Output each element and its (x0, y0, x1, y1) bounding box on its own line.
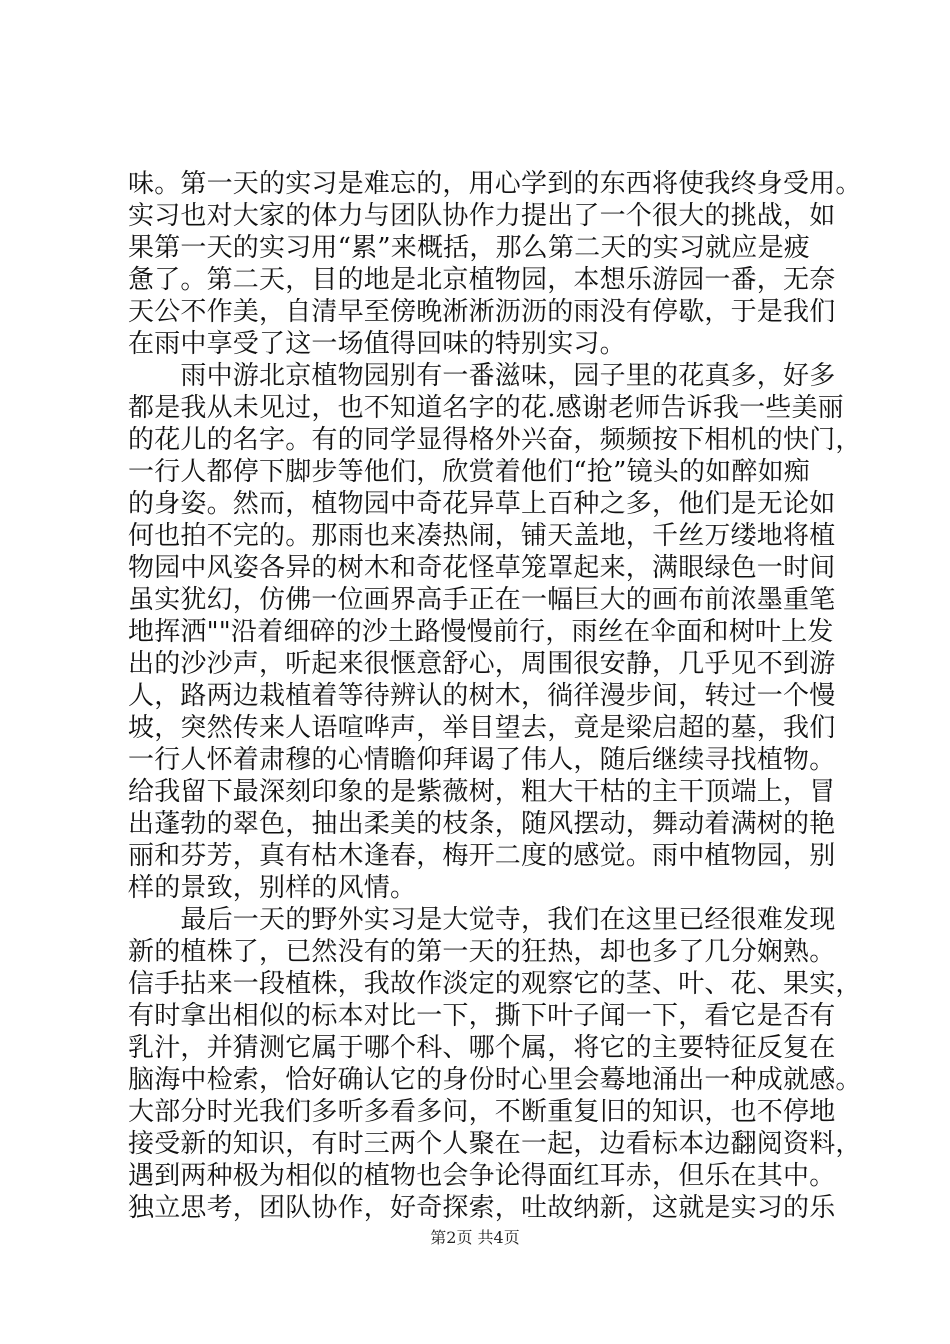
text-line: 给我留下最深刻印象的是紫薇树，粗大干枯的主干顶端上，冒 (128, 777, 836, 807)
text-line: 惫了。第二天，目的地是北京植物园，本想乐游园一番，无奈 (128, 265, 836, 295)
text-line: 信手拈来一段植株，我故作淡定的观察它的茎、叶、花、果实， (128, 969, 862, 999)
body-text (128, 168, 862, 1224)
text-line: 大部分时光我们多听多看多问，不断重复旧的知识，也不停地 (128, 1097, 836, 1127)
text-line: 乳汁，并猜测它属于哪个科、哪个属，将它的主要特征反复在 (128, 1033, 836, 1063)
text-line: 独立思考，团队协作，好奇探索，吐故纳新，这就是实习的乐 (128, 1193, 836, 1223)
text-line: 一行人都停下脚步等他们，欣赏着他们“抢”镜头的如醉如痴 (128, 457, 810, 487)
text-line: 天公不作美，自清早至傍晚淅淅沥沥的雨没有停歇，于是我们 (128, 297, 836, 327)
text-line: 有时拿出相似的标本对比一下，撕下叶子闻一下，看它是否有 (128, 1001, 836, 1031)
text-line: 虽实犹幻，仿佛一位画界高手正在一幅巨大的画布前浓墨重笔 (128, 585, 836, 615)
text-line: 出蓬勃的翠色，抽出柔美的枝条，随风摆动，舞动着满树的艳 (128, 809, 836, 839)
text-line: 实习也对大家的体力与团队协作力提出了一个很大的挑战，如 (128, 201, 836, 231)
text-line: 一行人怀着肃穆的心情瞻仰拜谒了伟人，随后继续寻找植物。 (128, 745, 836, 775)
text-line: 丽和芬芳，真有枯木逢春，梅开二度的感觉。雨中植物园，别 (128, 841, 836, 871)
text-line: 雨中游北京植物园别有一番滋味，园子里的花真多，好多 (128, 361, 836, 391)
text-line: 物园中风姿各异的树木和奇花怪草笼罩起来，满眼绿色一时间 (128, 553, 836, 583)
text-line: 地挥洒""沿着细碎的沙土路慢慢前行，雨丝在伞面和树叶上发 (128, 617, 834, 647)
text-line: 坡，突然传来人语喧哗声，举目望去，竟是梁启超的墓，我们 (128, 713, 836, 743)
text-line: 果第一天的实习用“累”来概括，那么第二天的实习就应是疲 (128, 233, 810, 263)
text-line: 都是我从未见过，也不知道名字的花.感谢老师告诉我一些美丽 (128, 393, 844, 423)
text-line: 接受新的知识，有时三两个人聚在一起，边看标本边翻阅资料， (128, 1129, 862, 1159)
text-line: 样的景致，别样的风情。 (128, 873, 417, 903)
text-line: 人，路两边栽植着等待辨认的树木，徜徉漫步间，转过一个慢 (128, 681, 836, 711)
text-line: 味。第一天的实习是难忘的，用心学到的东西将使我终身受用。 (128, 169, 862, 199)
text-line: 遇到两种极为相似的植物也会争论得面红耳赤，但乐在其中。 (128, 1161, 836, 1191)
text-line: 最后一天的野外实习是大觉寺，我们在这里已经很难发现 (128, 905, 836, 935)
text-line: 新的植株了，已然没有的第一天的狂热，却也多了几分娴熟。 (128, 937, 836, 967)
text-line: 何也拍不完的。那雨也来凑热闹，铺天盖地，千丝万缕地将植 (128, 521, 836, 551)
text-line: 的身姿。然而，植物园中奇花异草上百种之多，他们是无论如 (128, 489, 836, 519)
text-line: 在雨中享受了这一场值得回味的特别实习。 (128, 329, 626, 359)
text-line: 脑海中检索，恰好确认它的身份时心里会蓦地涌出一种成就感。 (128, 1065, 862, 1095)
text-line: 出的沙沙声，听起来很惬意舒心，周围很安静，几乎见不到游 (128, 649, 836, 679)
page-number-footer: 第2页 共4页 (430, 1228, 520, 1247)
text-line: 的花儿的名字。有的同学显得格外兴奋，频频按下相机的快门， (128, 425, 862, 455)
